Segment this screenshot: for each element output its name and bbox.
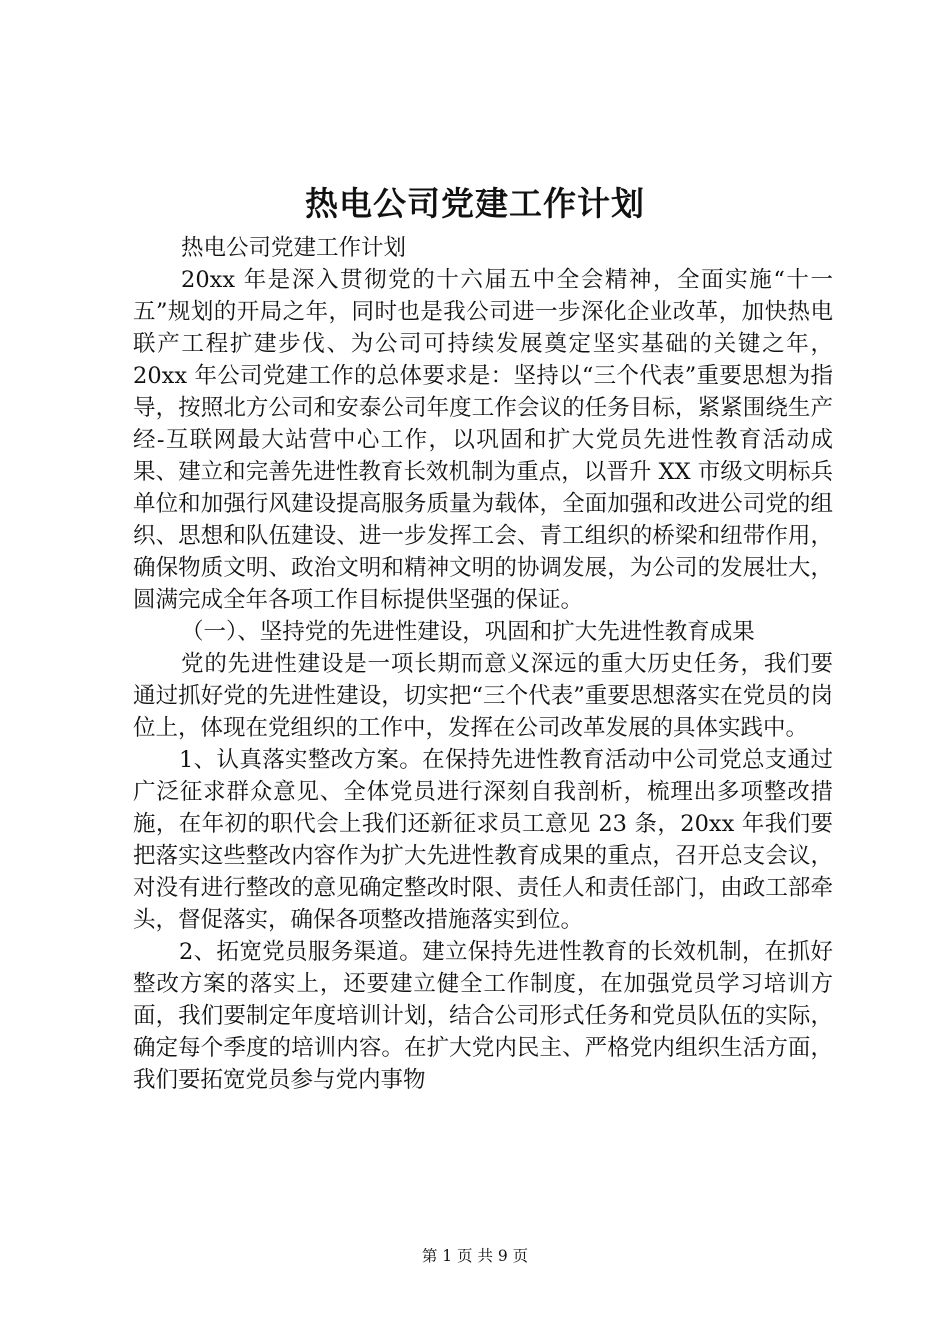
paragraph-overview: 20xx 年是深入贯彻党的十六届五中全会精神，全面实施“十一五”规划的开局之年，同时也是我公司进一步深化企业改革，加快热电联产工程扩建步伐、为公司可持续发展奠定坚实基础的关键之年，20xx 年公司党建工作的总体要求是：坚持以“三个代表”重要思想为指导，按照北方公司和安泰公司年度工作会议的任务目标，紧紧围绕生产经-互联网最大站营中心工作，以巩固和扩大党员先进性教育活动成果、建立和完善先进性教育长效机制为重点，以晋升 XX 市级文明标兵单位和加强行风建设提高服务质量为载体，全面加强和改进公司党的组织、思想和队伍建设、进一步发挥工会、青工组织的桥梁和纽带作用，确保物质文明、政治文明和精神文明的协调发展，为公司的发展壮大，圆满完成全年各项工作目标提供坚强的保证。 bbox=[133, 267, 833, 613]
paragraph-item-1: 1、认真落实整改方案。在保持先进性教育活动中公司党总支通过广泛征求群众意见、全体党员进行深刻自我剖析，梳理出多项整改措施，在年初的职代会上我们还新征求员工意见 23 条，20xx 年我们要把落实这些整改内容作为扩大先进性教育成果的重点，召开总支会议，对没有进行整改的意见确定整改时限、责任人和责任部门，由政工部牵头，督促落实，确保各项整改措施落实到位。 bbox=[133, 747, 833, 933]
document-title: 热电公司党建工作计划 bbox=[305, 184, 645, 223]
document-body bbox=[133, 232, 833, 1096]
paragraph-section-1-intro: 党的先进性建设是一项长期而意义深远的重大历史任务，我们要通过抓好党的先进性建设，切实把“三个代表”重要思想落实在党员的岗位上，体现在党组织的工作中，发挥在公司改革发展的具体实践中。 bbox=[133, 651, 833, 741]
paragraph-heading-repeat: 热电公司党建工作计划 bbox=[181, 235, 407, 261]
section-heading-1: （一）、坚持党的先进性建设，巩固和扩大先进性教育成果 bbox=[181, 619, 755, 645]
page-footer: 第 1 页 共 9 页 bbox=[421, 1247, 529, 1265]
paragraph-item-2: 2、拓宽党员服务渠道。建立保持先进性教育的长效机制，在抓好整改方案的落实上，还要建立健全工作制度，在加强党员学习培训方面，我们要制定年度培训计划，结合公司形式任务和党员队伍的实际，确定每个季度的培训内容。在扩大党内民主、严格党内组织生活方面，我们要拓宽党员参与党内事物 bbox=[133, 939, 833, 1093]
